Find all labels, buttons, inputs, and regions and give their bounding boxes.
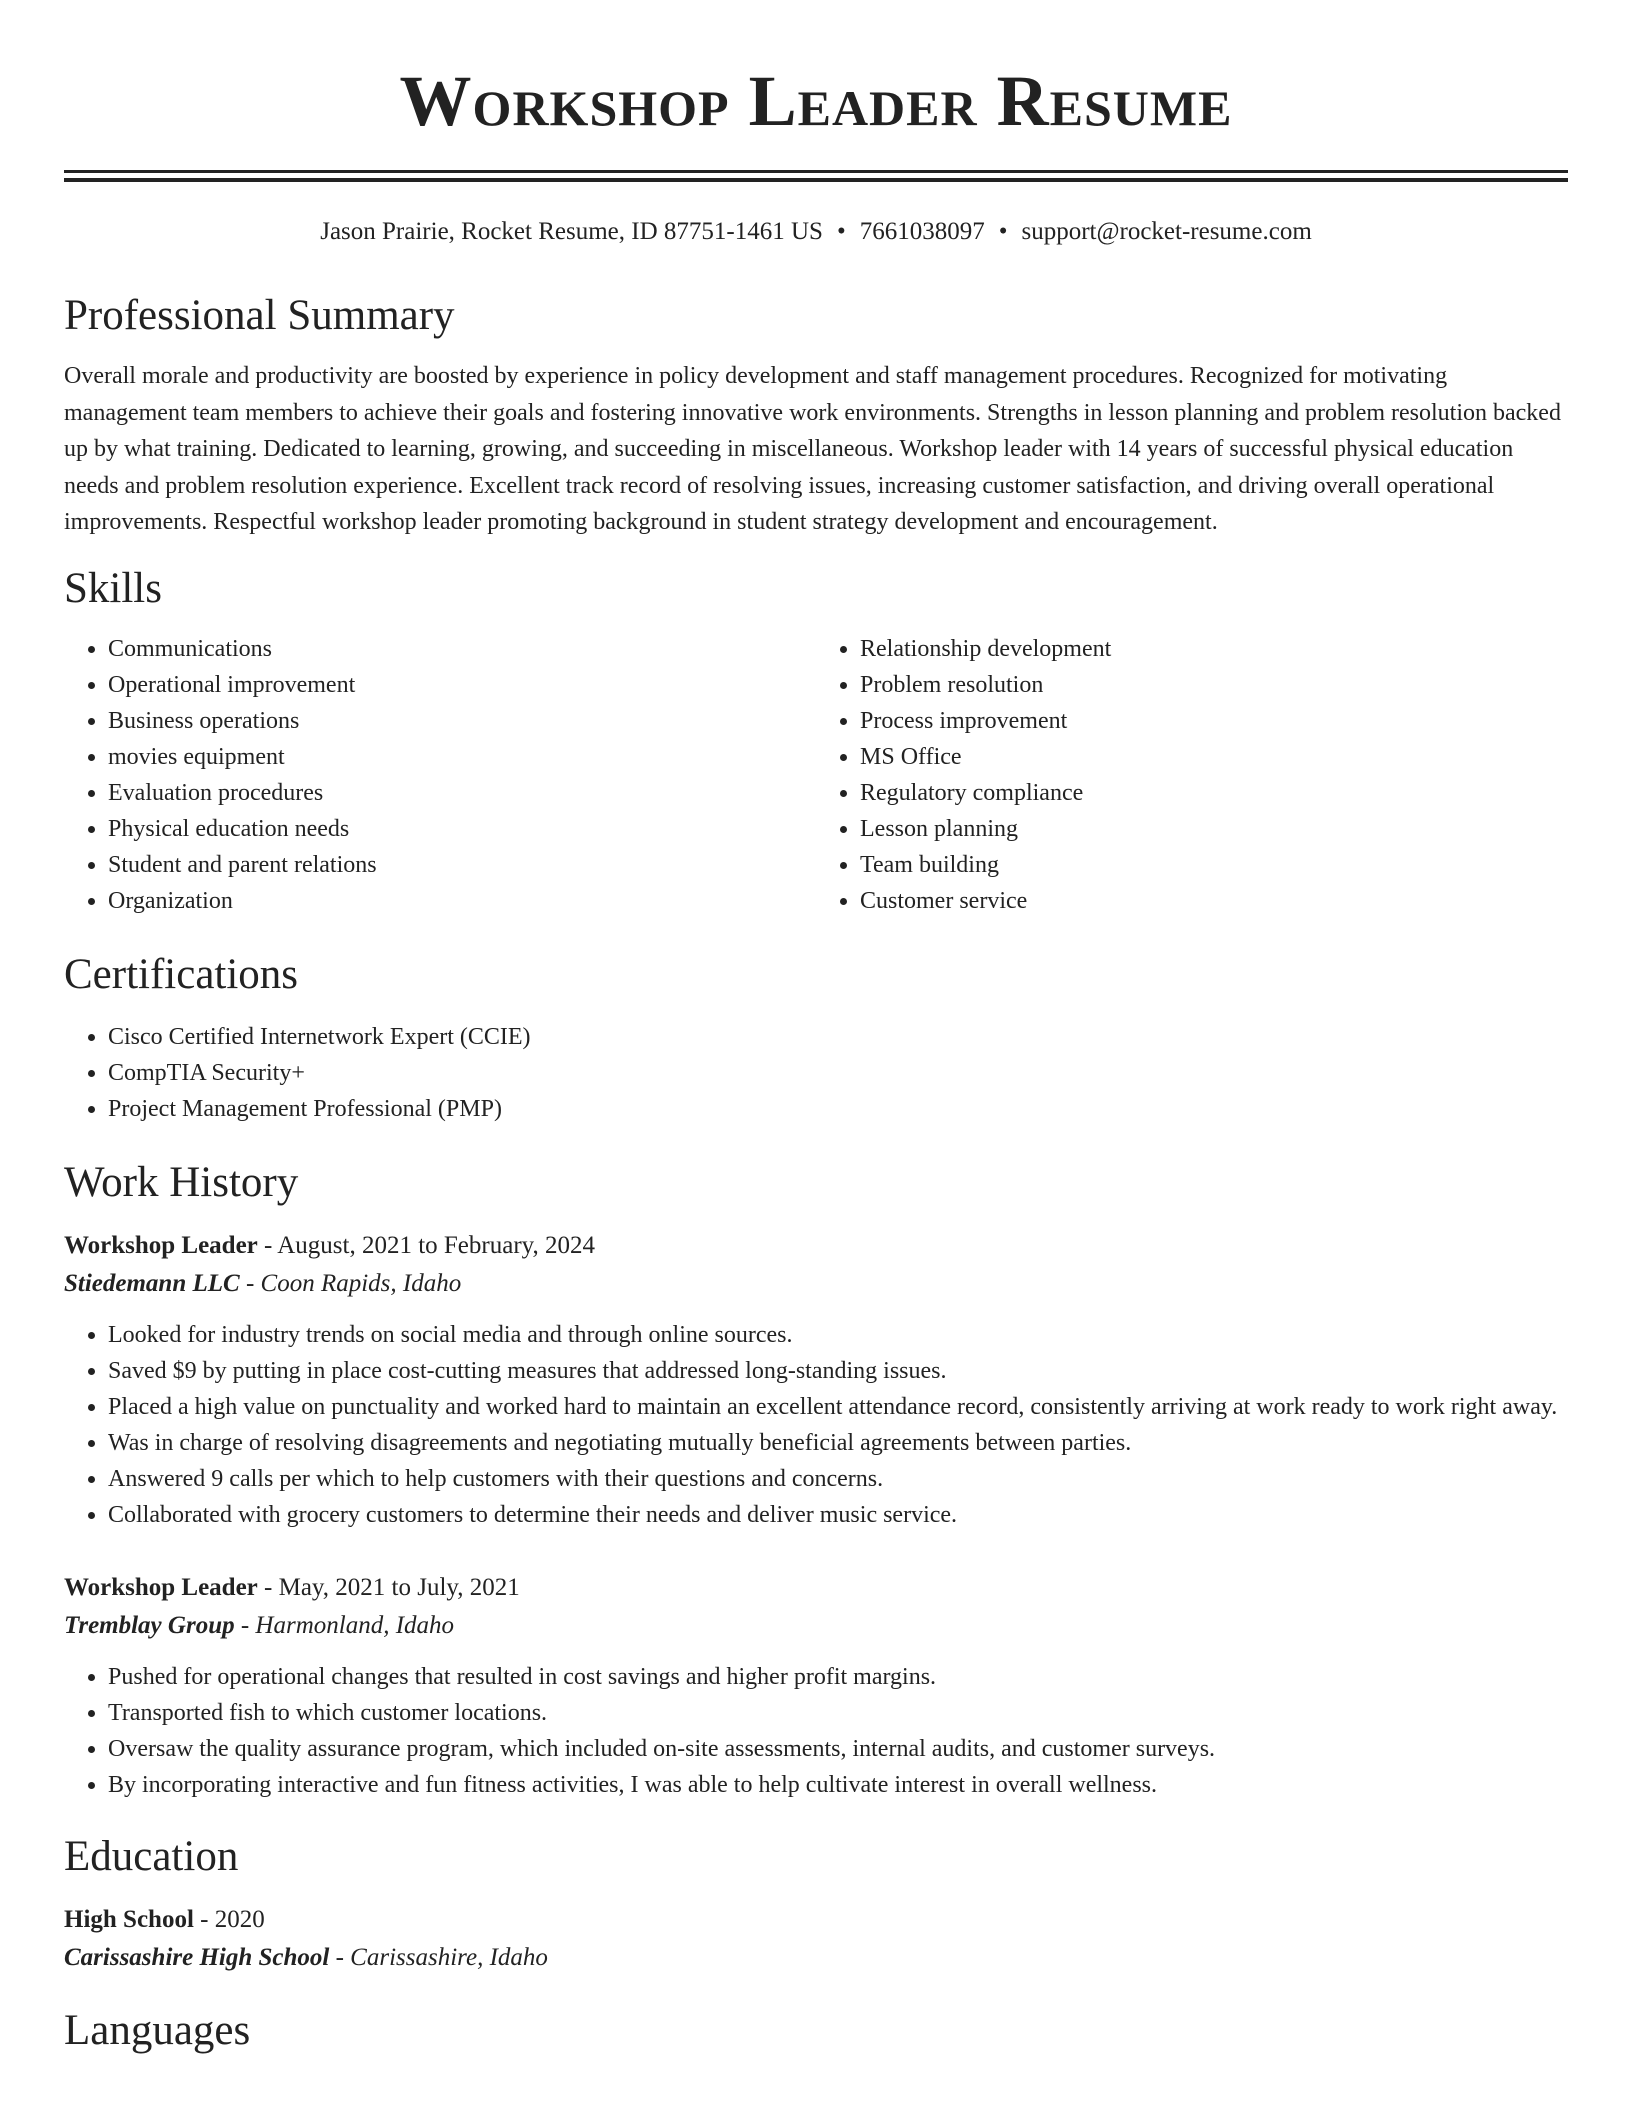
job-bullet: • By incorporating interactive and fun fitness activities, I was able to help cultivate interest in overall wellness.	[108, 1767, 1568, 1803]
title-double-rule	[64, 170, 1568, 182]
education-section	[64, 1829, 1568, 1977]
education-school: Carissashire High School	[64, 1943, 330, 1971]
job-company-line	[64, 1607, 1568, 1645]
skill-item: • Operational improvement	[108, 667, 816, 703]
skill-item: • Organization	[108, 883, 816, 919]
job-title-line	[64, 1227, 1568, 1265]
summary-section	[64, 288, 1568, 541]
job-entry	[64, 1569, 1568, 1803]
job-bullet: • Answered 9 calls per which to help customers with their questions and concerns.	[108, 1461, 1568, 1497]
job-company: Tremblay Group	[64, 1611, 235, 1639]
skill-item: • Relationship development	[860, 631, 1568, 667]
education-degree-line	[64, 1901, 1568, 1939]
certifications-heading: Certifications	[64, 950, 299, 998]
job-location: - Harmonland, Idaho	[240, 1611, 455, 1639]
skill-item: • Evaluation procedures	[108, 775, 816, 811]
job-bullet: • Pushed for operational changes that resulted in cost savings and higher profit margins.	[108, 1659, 1568, 1695]
work-history-heading: Work History	[64, 1158, 299, 1206]
skill-item: • Problem resolution	[860, 667, 1568, 703]
contact-address: Jason Prairie, Rocket Resume, ID 87751-1461 US	[320, 218, 823, 245]
education-school-line	[64, 1939, 1568, 1977]
skill-item: • Process improvement	[860, 703, 1568, 739]
education-entry	[64, 1901, 1568, 1977]
skill-item: • Business operations	[108, 703, 816, 739]
job-company: Stiedemann LLC	[64, 1269, 240, 1297]
languages-section	[64, 2003, 1568, 2059]
skills-columns	[64, 631, 1568, 919]
skill-item: • Communications	[108, 631, 816, 667]
contact-email: support@rocket-resume.com	[1021, 218, 1312, 245]
contact-phone: 7661038097	[859, 218, 985, 245]
job-bullet: • Transported fish to which customer locations.	[108, 1695, 1568, 1731]
education-degree: High School	[64, 1905, 194, 1933]
job-bullet: • Collaborated with grocery customers to determine their needs and deliver music service.	[108, 1497, 1568, 1533]
contact-line	[64, 216, 1568, 248]
skill-item: • Physical education needs	[108, 811, 816, 847]
job-company-line	[64, 1265, 1568, 1303]
job-bullet: • Looked for industry trends on social media and through online sources.	[108, 1317, 1568, 1353]
work-history-section	[64, 1155, 1568, 1803]
education-heading: Education	[64, 1832, 239, 1880]
job-bullets	[64, 1317, 1568, 1533]
job-title-line	[64, 1569, 1568, 1607]
certification-item: • Cisco Certified Internetwork Expert (CCIE)	[108, 1019, 1568, 1055]
contact-separator: •	[998, 218, 1008, 245]
job-bullet: • Oversaw the quality assurance program, which included on-site assessments, internal audits, and customer surveys.	[108, 1731, 1568, 1767]
summary-text: Overall morale and productivity are boosted by experience in policy development and staff management procedures. Recognized for motivating management team members to achieve their goals and fostering innovative work environments. Strengths in lesson planning and problem resolution backed up by what training. Dedicated to learning, growing, and succeeding in miscellaneous. Workshop leader with 14 years of successful physical education needs and problem resolution experience. Excellent track record of resolving issues, increasing customer satisfaction, and driving overall operational improvements. Respectful workshop leader promoting background in student strategy development and encouragement.	[64, 363, 1561, 535]
skills-list-left	[64, 631, 816, 919]
skill-item: • Regulatory compliance	[860, 775, 1568, 811]
resume-page	[64, 0, 1568, 2059]
certification-item: • CompTIA Security+	[108, 1055, 1568, 1091]
education-location: - Carissashire, Idaho	[335, 1943, 548, 1971]
certifications-section	[64, 947, 1568, 1127]
skills-list-right	[816, 631, 1568, 919]
job-dates: - May, 2021 to July, 2021	[264, 1573, 520, 1601]
job-dates: - August, 2021 to February, 2024	[264, 1231, 596, 1259]
skills-section	[64, 561, 1568, 919]
job-bullet: • Placed a high value on punctuality and worked hard to maintain an excellent attendance record, consistently arriving at work ready to work right away.	[108, 1389, 1568, 1425]
skill-item: • Customer service	[860, 883, 1568, 919]
resume-title: Workshop Leader Resume	[399, 61, 1233, 141]
job-title: Workshop Leader	[64, 1231, 258, 1259]
languages-heading: Languages	[64, 2006, 251, 2054]
job-bullet: • Saved $9 by putting in place cost-cutting measures that addressed long-standing issues.	[108, 1353, 1568, 1389]
summary-heading: Professional Summary	[64, 292, 455, 339]
job-bullet: • Was in charge of resolving disagreements and negotiating mutually beneficial agreements between parties.	[108, 1425, 1568, 1461]
skill-item: • MS Office	[860, 739, 1568, 775]
certification-item: • Project Management Professional (PMP)	[108, 1091, 1568, 1127]
skill-item: • Team building	[860, 847, 1568, 883]
job-location: - Coon Rapids, Idaho	[245, 1269, 462, 1297]
skills-heading: Skills	[64, 564, 162, 612]
skill-item: • Lesson planning	[860, 811, 1568, 847]
job-entry	[64, 1227, 1568, 1533]
contact-separator: •	[836, 218, 846, 245]
skill-item: • movies equipment	[108, 739, 816, 775]
job-bullets	[64, 1659, 1568, 1803]
job-title: Workshop Leader	[64, 1573, 258, 1601]
certifications-list	[64, 1019, 1568, 1127]
education-year: - 2020	[200, 1905, 265, 1933]
skill-item: • Student and parent relations	[108, 847, 816, 883]
